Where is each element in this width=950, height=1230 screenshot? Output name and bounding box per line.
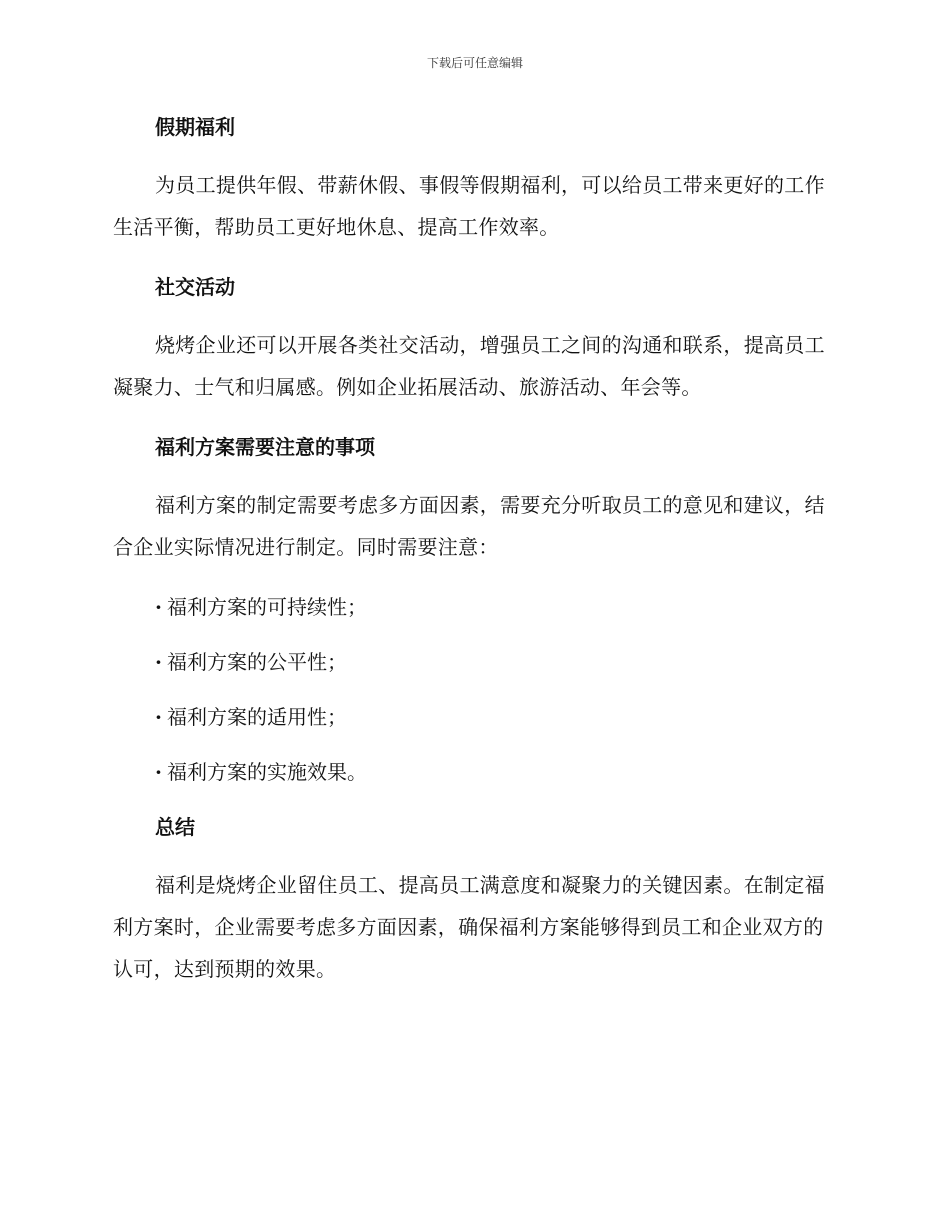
- list-item-text: 福利方案的实施效果。: [167, 760, 367, 784]
- notes-list: [113, 590, 833, 789]
- bullet-icon: ·: [155, 760, 162, 784]
- list-item: [113, 755, 833, 789]
- paragraph-social: 烧烤企业还可以开展各类社交活动，增强员工之间的沟通和联系，提高员工凝聚力、士气和归属感。例如企业拓展活动、旅游活动、年会等。: [113, 333, 825, 399]
- section-title-social: 社交活动: [155, 275, 235, 299]
- paragraph-notes: 福利方案的制定需要考虑多方面因素，需要充分听取员工的意见和建议，结合企业实际情况进行制定。同时需要注意：: [113, 493, 825, 559]
- list-item: [113, 700, 833, 734]
- section-title-summary: 总结: [155, 815, 195, 839]
- bullet-icon: ·: [155, 650, 162, 674]
- bullet-icon: ·: [155, 705, 162, 729]
- list-item-text: 福利方案的适用性；: [167, 705, 347, 729]
- list-item-text: 福利方案的公平性；: [167, 650, 347, 674]
- section-title-notes: 福利方案需要注意的事项: [155, 435, 375, 459]
- paragraph-holiday: 为员工提供年假、带薪休假、事假等假期福利，可以给员工带来更好的工作生活平衡，帮助员工更好地休息、提高工作效率。: [113, 173, 825, 239]
- bullet-icon: ·: [155, 595, 162, 619]
- paragraph-summary: 福利是烧烤企业留住员工、提高员工满意度和凝聚力的关键因素。在制定福利方案时，企业需要考虑多方面因素，确保福利方案能够得到员工和企业双方的认可，达到预期的效果。: [113, 873, 825, 981]
- list-item: [113, 590, 833, 624]
- list-item: [113, 645, 833, 679]
- list-item-text: 福利方案的可持续性；: [167, 595, 367, 619]
- section-title-holiday: 假期福利: [155, 115, 235, 139]
- header-note: 下载后可任意编辑: [426, 56, 523, 70]
- document-body: [113, 110, 833, 990]
